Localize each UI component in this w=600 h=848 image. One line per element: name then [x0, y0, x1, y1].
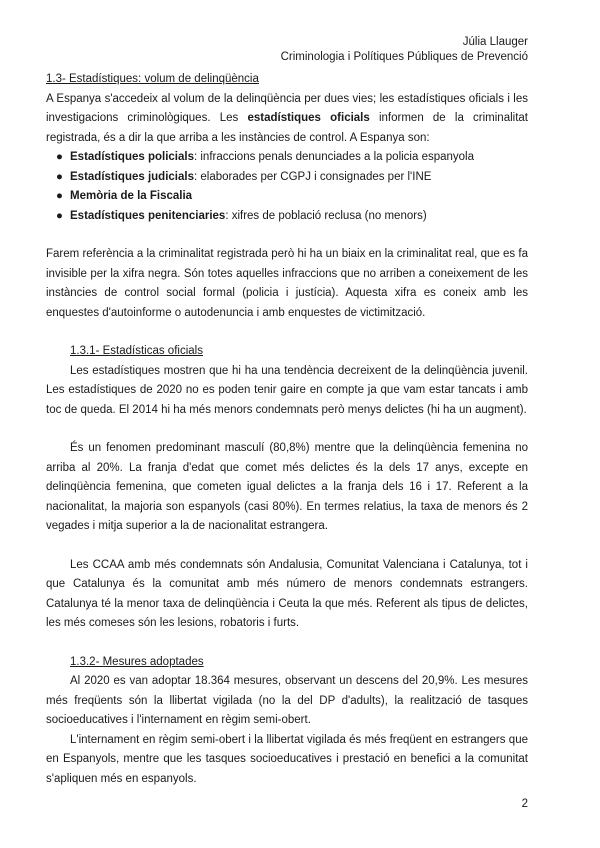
statistics-list — [46, 148, 528, 226]
list-item-bold: Estadístiques judicials — [70, 170, 194, 183]
paragraph: Les estadístiques mostren que hi ha una tendència decreixent de la delinqüència juvenil. Les estadístiques de 2020 no es poden tenir gaire en compte ja que vam estar tancats i amb toc de queda. El 2014 hi ha més menors condemnats però menys delictes (hi ha un augment). — [46, 364, 528, 416]
spacer — [46, 634, 528, 653]
intro-text-b: informen de la criminalitat registrada, és a dir la que arriba a les instàncies de control. A Espanya son: — [46, 112, 528, 144]
intro-paragraph — [46, 90, 528, 149]
list-item — [56, 187, 528, 207]
subsection-title-2 — [46, 653, 528, 673]
list-item-bold: Estadístiques penitenciaries — [70, 209, 226, 222]
page-number: 2 — [521, 798, 528, 810]
intro-bold-term: estadístiques oficials — [247, 112, 370, 124]
spacer — [46, 226, 528, 245]
bullet-icon: ● — [56, 151, 63, 163]
paragraph: Les CCAA amb més condemnats són Andalusia, Comunitat Valenciana i Catalunya, tot i que Catalunya és la comunitat amb més número de menors condemnats estrangers. Catalunya té la menor taxa de delinqüència i Ceuta la que més. Referent als tipus de delictes, les més comeses són les lesions, robatoris i furts. — [46, 558, 528, 629]
section-title: 1.3- Estadístiques: volum de delinqüència — [46, 73, 259, 85]
intro-text-a: A Espanya s'accedeix al volum de la delinqüència per dues vies; les estadístiques oficials i les investigacions criminològiques. Les — [46, 92, 528, 124]
paragraph-referencia: Farem referència a la criminalitat registrada però hi ha un biaix en la criminalitat real, que es fa invisible per la xifra negra. Són totes aquelles infraccions que no arriben a coneixement de les instàncies de control social formal (policia i justícia). Aquesta xifra es coneix amb les enquestes d'autoinforme o autodenuncia i amb enquestes de victimització. — [46, 248, 528, 319]
paragraph: És un fenomen predominant masculí (80,8%) mentre que la delinqüència femenina no arriba al 20%. La franja d'edat que comet més delictes és la dels 17 anys, excepte en delinqüència femenina, que cometen igual delictes a la franja dels 16 i 17. Referent a la nacionalitat, la majoria son espanyols (casi 80%). En termes relatius, la taxa de menors és 2 vegades i mitja superior a la de nacionalitat estrangera. — [46, 442, 528, 532]
document-body — [46, 70, 528, 789]
paragraph: L'internament en règim semi-obert i la llibertat vigilada és més freqüent en estrangers que en Espanyols, mentre que les tasques socioeducatives i prestació en benefici a la comunitat s'apliquen més en espanyols. — [46, 733, 528, 785]
header-course: Criminologia i Polítiques Públiques de Prevenció — [280, 51, 528, 63]
list-item-text: : infraccions penals denunciades a la policia espanyola — [193, 151, 474, 163]
list-item — [56, 207, 528, 227]
list-item — [56, 148, 528, 168]
list-item — [56, 168, 528, 188]
paragraph: Al 2020 es van adoptar 18.364 mesures, observant un descens del 20,9%. Les mesures més freqüents són la llibertat vigilada (no la del DP d'adults), la realització de tasques socioeducatives i l'internament en règim semi-obert. — [46, 675, 528, 726]
spacer — [46, 420, 528, 439]
list-item-text: : xifres de població reclusa (no menors) — [225, 209, 427, 222]
header-author: Júlia Llauger — [462, 36, 528, 48]
subsection-title-2-text: 1.3.2- Mesures adoptades — [70, 655, 204, 668]
bullet-icon: ● — [56, 209, 63, 222]
bullet-icon: ● — [56, 170, 63, 183]
subsection-title-1 — [46, 342, 528, 362]
spacer — [46, 323, 528, 342]
list-item-bold: Estadístiques policials — [70, 151, 194, 163]
list-item-bold: Memòria de la Fiscalia — [70, 190, 193, 202]
list-item-text: : elaborades per CGPJ i consignades per l'INE — [193, 170, 432, 183]
spacer — [46, 537, 528, 556]
bullet-icon: ● — [56, 190, 63, 202]
subsection-title-1-text: 1.3.1- Estadísticas oficials — [70, 345, 203, 357]
